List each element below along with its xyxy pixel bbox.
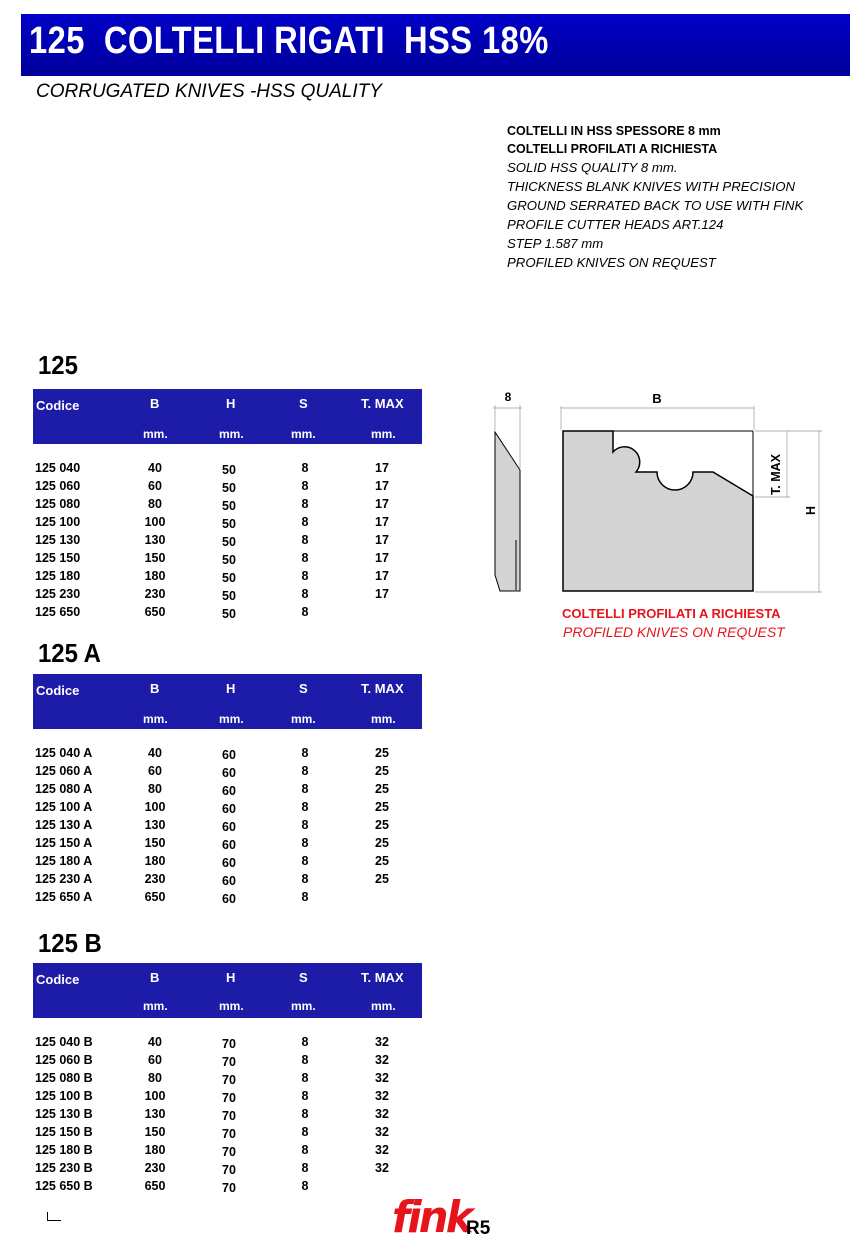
cell-h: 60 — [222, 802, 236, 816]
cell-codice: 125 080 B — [35, 1071, 93, 1085]
cell-h: 50 — [222, 607, 236, 621]
col-header-s: S — [299, 681, 308, 696]
logo-wordmark: fink — [392, 1192, 471, 1244]
cell-tmax: 25 — [375, 782, 389, 796]
cell-b: 130 — [144, 818, 166, 832]
col-header-codice: Codice — [36, 972, 80, 987]
dim-label-h: H — [804, 505, 818, 515]
cell-codice: 125 650 — [35, 605, 81, 619]
cell-b: 60 — [148, 479, 162, 493]
cell-s: 8 — [301, 890, 309, 904]
col-unit-h: mm. — [219, 712, 244, 726]
cell-s: 8 — [301, 587, 309, 601]
cell-s: 8 — [301, 872, 309, 886]
description-line: STEP 1.587 mm — [507, 236, 604, 251]
col-header-h: H — [226, 681, 236, 696]
col-unit-s: mm. — [291, 712, 316, 726]
cell-tmax: 17 — [375, 569, 389, 583]
cell-h: 60 — [222, 748, 236, 762]
cell-codice: 125 150 — [35, 551, 81, 565]
cell-h: 60 — [222, 766, 236, 780]
product-description — [507, 123, 803, 272]
cell-codice: 125 650 B — [35, 1179, 93, 1193]
col-header-h: H — [226, 970, 236, 985]
cell-h: 70 — [222, 1073, 236, 1087]
col-header-tmax: T. MAX — [361, 681, 404, 696]
cell-s: 8 — [301, 1107, 309, 1121]
description-line: COLTELLI PROFILATI A RICHIESTA — [507, 141, 718, 156]
cell-b: 80 — [148, 497, 162, 511]
description-line: PROFILE CUTTER HEADS ART.124 — [507, 217, 724, 232]
dim-label-tmax: T. MAX — [769, 454, 783, 495]
note-profiled-en: PROFILED KNIVES ON REQUEST — [563, 624, 785, 640]
cell-b: 150 — [144, 1125, 166, 1139]
cell-codice: 125 040 B — [35, 1035, 93, 1049]
cell-s: 8 — [301, 818, 309, 832]
cell-tmax: 25 — [375, 800, 389, 814]
cell-codice: 125 130 A — [35, 818, 93, 832]
cell-h: 50 — [222, 463, 236, 477]
cell-b: 180 — [144, 569, 166, 583]
cell-s: 8 — [301, 1179, 309, 1193]
page-title: 125 COLTELLI RIGATI HSS 18% — [29, 20, 549, 62]
cell-h: 60 — [222, 874, 236, 888]
cell-b: 650 — [144, 890, 166, 904]
cell-h: 70 — [222, 1163, 236, 1177]
cell-b: 60 — [148, 764, 162, 778]
cell-tmax: 17 — [375, 533, 389, 547]
description-line: THICKNESS BLANK KNIVES WITH PRECISION — [507, 179, 795, 194]
page-subtitle: CORRUGATED KNIVES -HSS QUALITY — [36, 81, 382, 102]
cell-s: 8 — [301, 533, 309, 547]
cell-s: 8 — [301, 605, 309, 619]
cell-s: 8 — [301, 479, 309, 493]
col-unit-b: mm. — [143, 427, 168, 441]
cell-codice: 125 040 A — [35, 746, 93, 760]
col-unit-s: mm. — [291, 427, 316, 441]
cell-s: 8 — [301, 764, 309, 778]
cell-h: 70 — [222, 1127, 236, 1141]
cell-b: 650 — [144, 1179, 166, 1193]
description-line: GROUND SERRATED BACK TO USE WITH FINK — [507, 198, 804, 213]
cell-s: 8 — [301, 515, 309, 529]
col-unit-b: mm. — [143, 999, 168, 1013]
cell-h: 50 — [222, 499, 236, 513]
cell-h: 50 — [222, 481, 236, 495]
col-header-h: H — [226, 396, 236, 411]
cell-b: 230 — [144, 587, 166, 601]
cell-codice: 125 060 A — [35, 764, 93, 778]
corner-mark — [47, 1212, 61, 1221]
cell-tmax: 17 — [375, 479, 389, 493]
cell-b: 130 — [144, 1107, 166, 1121]
cell-tmax: 25 — [375, 746, 389, 760]
cell-codice: 125 130 B — [35, 1107, 93, 1121]
cell-tmax: 32 — [375, 1107, 389, 1121]
col-unit-tmax: mm. — [371, 712, 396, 726]
col-unit-b: mm. — [143, 712, 168, 726]
cell-codice: 125 180 — [35, 569, 81, 583]
cell-tmax: 25 — [375, 836, 389, 850]
cell-tmax: 32 — [375, 1143, 389, 1157]
cell-b: 100 — [144, 515, 166, 529]
cell-tmax: 32 — [375, 1053, 389, 1067]
cell-s: 8 — [301, 1053, 309, 1067]
col-header-s: S — [299, 396, 308, 411]
cell-codice: 125 650 A — [35, 890, 93, 904]
cell-b: 100 — [144, 1089, 166, 1103]
cell-b: 60 — [148, 1053, 162, 1067]
cell-codice: 125 230 — [35, 587, 81, 601]
fink-logo — [392, 1190, 471, 1244]
description-line: SOLID HSS QUALITY 8 mm. — [507, 160, 678, 175]
cell-s: 8 — [301, 854, 309, 868]
cell-codice: 125 100 — [35, 515, 81, 529]
col-unit-tmax: mm. — [371, 999, 396, 1013]
col-unit-h: mm. — [219, 427, 244, 441]
cell-codice: 125 100 A — [35, 800, 93, 814]
cell-tmax: 32 — [375, 1035, 389, 1049]
cell-tmax: 25 — [375, 764, 389, 778]
cell-s: 8 — [301, 1071, 309, 1085]
cell-s: 8 — [301, 746, 309, 760]
cell-s: 8 — [301, 782, 309, 796]
col-header-s: S — [299, 970, 308, 985]
description-line: COLTELLI IN HSS SPESSORE 8 mm — [507, 124, 721, 138]
header-bar — [21, 14, 850, 76]
cell-b: 230 — [144, 872, 166, 886]
cell-s: 8 — [301, 461, 309, 475]
cell-h: 50 — [222, 571, 236, 585]
cell-tmax: 17 — [375, 551, 389, 565]
col-header-b: B — [150, 681, 160, 696]
blade-side-view — [493, 405, 522, 591]
cell-codice: 125 080 A — [35, 782, 93, 796]
cell-b: 230 — [144, 1161, 166, 1175]
knife-diagram — [480, 385, 830, 605]
cell-h: 70 — [222, 1109, 236, 1123]
cell-tmax: 17 — [375, 587, 389, 601]
cell-codice: 125 150 A — [35, 836, 93, 850]
cell-tmax: 17 — [375, 461, 389, 475]
cell-b: 130 — [144, 533, 166, 547]
cell-tmax: 25 — [375, 854, 389, 868]
cell-h: 50 — [222, 553, 236, 567]
cell-h: 70 — [222, 1091, 236, 1105]
col-unit-h: mm. — [219, 999, 244, 1013]
cell-h: 60 — [222, 820, 236, 834]
page-code: R5 — [466, 1218, 491, 1239]
cell-h: 60 — [222, 892, 236, 906]
cell-tmax: 32 — [375, 1125, 389, 1139]
cell-h: 60 — [222, 838, 236, 852]
cell-s: 8 — [301, 1161, 309, 1175]
cell-b: 80 — [148, 782, 162, 796]
col-unit-s: mm. — [291, 999, 316, 1013]
section-title: 125 A — [38, 638, 101, 668]
cell-b: 150 — [144, 551, 166, 565]
col-header-codice: Codice — [36, 398, 80, 413]
cell-codice: 125 100 B — [35, 1089, 93, 1103]
col-header-b: B — [150, 396, 160, 411]
cell-codice: 125 230 A — [35, 872, 93, 886]
cell-codice: 125 130 — [35, 533, 81, 547]
cell-s: 8 — [301, 569, 309, 583]
cell-s: 8 — [301, 1143, 309, 1157]
section-title: 125 — [38, 350, 78, 380]
cell-b: 150 — [144, 836, 166, 850]
table-header — [33, 963, 422, 1018]
cell-b: 40 — [148, 1035, 162, 1049]
cell-b: 40 — [148, 461, 162, 475]
cell-b: 40 — [148, 746, 162, 760]
cell-tmax: 17 — [375, 497, 389, 511]
col-header-codice: Codice — [36, 683, 80, 698]
cell-s: 8 — [301, 1125, 309, 1139]
description-line: PROFILED KNIVES ON REQUEST — [507, 255, 716, 270]
cell-h: 60 — [222, 856, 236, 870]
cell-tmax: 25 — [375, 818, 389, 832]
cell-h: 70 — [222, 1145, 236, 1159]
cell-s: 8 — [301, 497, 309, 511]
dim-label-thickness: 8 — [504, 390, 512, 404]
cell-codice: 125 180 B — [35, 1143, 93, 1157]
cell-tmax: 32 — [375, 1161, 389, 1175]
cell-b: 100 — [144, 800, 166, 814]
cell-codice: 125 230 B — [35, 1161, 93, 1175]
cell-h: 60 — [222, 784, 236, 798]
cell-s: 8 — [301, 1035, 309, 1049]
cell-b: 180 — [144, 1143, 166, 1157]
table-header — [33, 389, 422, 444]
cell-tmax: 32 — [375, 1089, 389, 1103]
col-header-b: B — [150, 970, 160, 985]
cell-h: 70 — [222, 1037, 236, 1051]
cell-h: 70 — [222, 1181, 236, 1195]
section-title: 125 B — [38, 928, 102, 958]
col-header-tmax: T. MAX — [361, 970, 404, 985]
cell-codice: 125 150 B — [35, 1125, 93, 1139]
table-header — [33, 674, 422, 729]
cell-codice: 125 060 — [35, 479, 81, 493]
cell-s: 8 — [301, 800, 309, 814]
cell-h: 50 — [222, 589, 236, 603]
cell-tmax: 17 — [375, 515, 389, 529]
cell-b: 180 — [144, 854, 166, 868]
cell-b: 80 — [148, 1071, 162, 1085]
dim-label-b: B — [652, 391, 662, 406]
cell-s: 8 — [301, 551, 309, 565]
cell-tmax: 25 — [375, 872, 389, 886]
cell-codice: 125 180 A — [35, 854, 93, 868]
note-profiled-it: COLTELLI PROFILATI A RICHIESTA — [562, 606, 781, 621]
col-header-tmax: T. MAX — [361, 396, 404, 411]
cell-codice: 125 040 — [35, 461, 81, 475]
cell-s: 8 — [301, 836, 309, 850]
cell-s: 8 — [301, 1089, 309, 1103]
col-unit-tmax: mm. — [371, 427, 396, 441]
cell-h: 50 — [222, 517, 236, 531]
cell-tmax: 32 — [375, 1071, 389, 1085]
cell-h: 70 — [222, 1055, 236, 1069]
cell-h: 50 — [222, 535, 236, 549]
cell-codice: 125 080 — [35, 497, 81, 511]
cell-codice: 125 060 B — [35, 1053, 93, 1067]
blade-front-view — [561, 406, 822, 592]
cell-b: 650 — [144, 605, 166, 619]
